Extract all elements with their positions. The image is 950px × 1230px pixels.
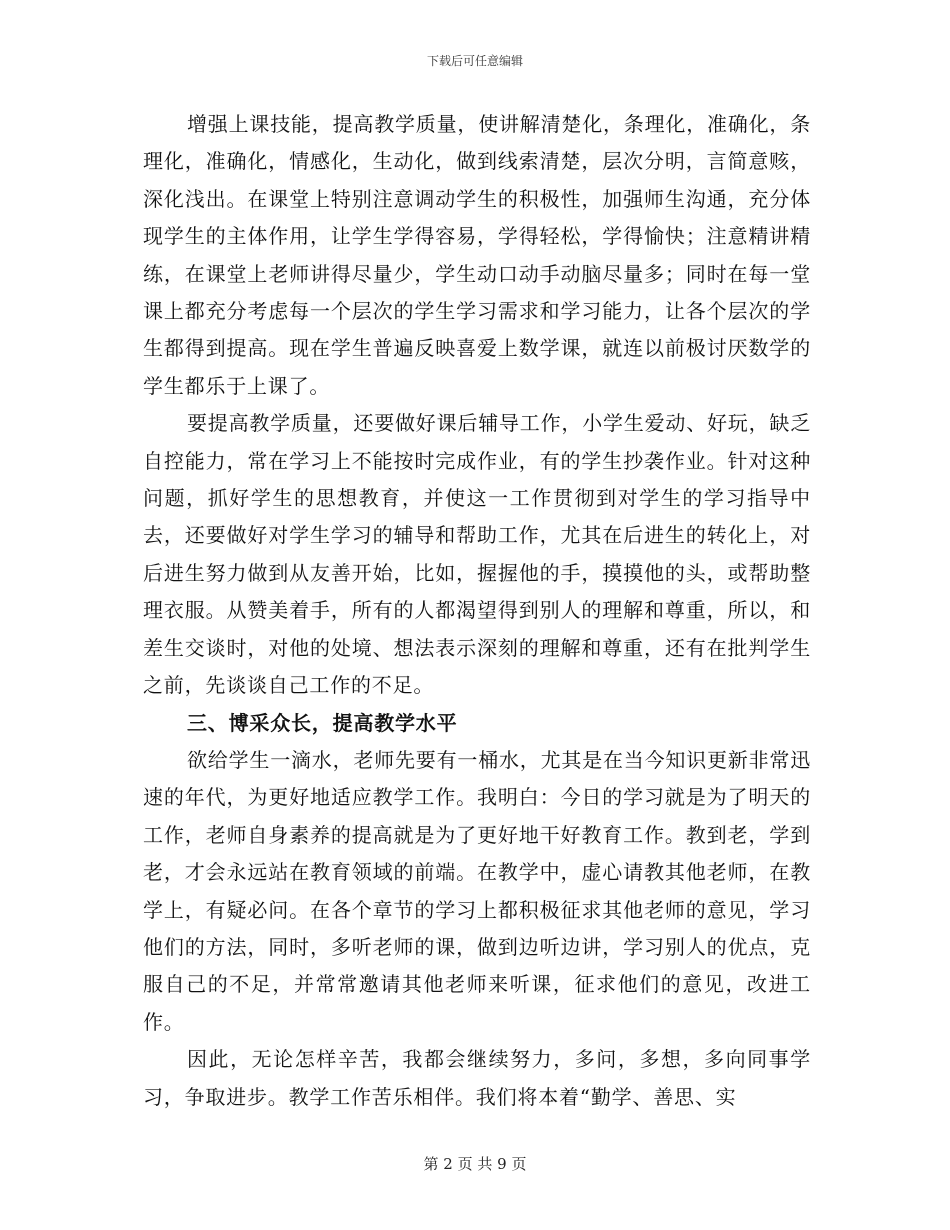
paragraph-learning-from-others: 欲给学生一滴水，老师先要有一桶水，尤其是在当今知识更新非常迅速的年代，为更好地适应教学工作。我明白：今日的学习就是为了明天的工作，老师自身素养的提高就是为了更好地干好教育工作。教到老，学到老，才会永远站在教育领域的前端。在教学中，虚心请教其他老师，在教学上，有疑必问。在各个章节的学习上都积极征求其他老师的意见，学习他们的方法，同时，多听老师的课，做到边听边讲，学习别人的优点，克服自己的不足，并常常邀请其他老师来听课，征求他们的意见，改进工作。 xyxy=(143,747,811,1034)
paragraph-teaching-skills: 增强上课技能，提高教学质量，使讲解清楚化，条理化，准确化，条理化，准确化，情感化，生动化，做到线索清楚，层次分明，言简意赅，深化浅出。在课堂上特别注意调动学生的积极性，加强师生沟通，充分体现学生的主体作用，让学生学得容易，学得轻松，学得愉快；注意精讲精练，在课堂上老师讲得尽量少，学生动口动手动脑尽量多；同时在每一堂课上都充分考虑每一个层次的学生学习需求和学习能力，让各个层次的学生都得到提高。现在学生普遍反映喜爱上数学课，就连以前极讨厌数学的学生都乐于上课了。 xyxy=(143,112,811,398)
document-body xyxy=(143,106,811,1116)
page-number: 第 2 页 共 9 页 xyxy=(423,1155,527,1173)
paragraph-after-class-tutoring: 要提高教学质量，还要做好课后辅导工作，小学生爱动、好玩，缺乏自控能力，常在学习上不能按时完成作业，有的学生抄袭作业。针对这种问题，抓好学生的思想教育，并使这一工作贯彻到对学生的学习指导中去，还要做好对学生学习的辅导和帮助工作，尤其在后进生的转化上，对后进生努力做到从友善开始，比如，握握他的手，摸摸他的头，或帮助整理衣服。从赞美着手，所有的人都渴望得到别人的理解和尊重，所以，和差生交谈时，对他的处境、想法表示深刻的理解和尊重，还有在批判学生之前，先谈谈自己工作的不足。 xyxy=(143,411,811,698)
paragraph-conclusion: 因此，无论怎样辛苦，我都会继续努力，多问，多想，多向同事学习，争取进步。教学工作苦乐相伴。我们将本着“勤学、善思、实 xyxy=(143,1047,811,1109)
section-heading: 三、博采众长，提高教学水平 xyxy=(187,710,458,735)
page-header: 下载后可任意编辑 xyxy=(426,54,523,68)
